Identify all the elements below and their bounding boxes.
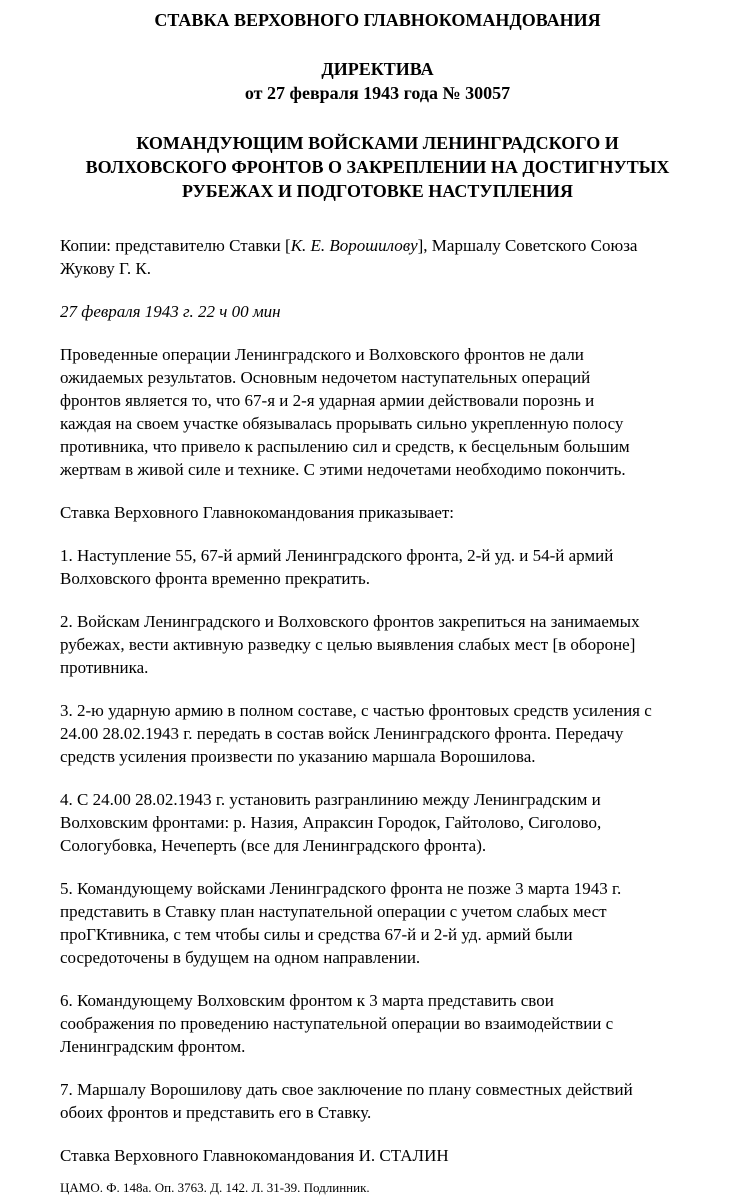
- archive-source-note: ЦАМО. Ф. 148а. Оп. 3763. Д. 142. Л. 31-39. Подлинник.: [60, 1180, 370, 1195]
- intro-paragraph: Проведенные операции Ленинградского и Волховского фронтов не дали ожидаемых результатов. Основным недочетом наступательных операций фронтов является то, что 67-я и 2-я ударная армии действовали порознь и каждая на своем участке обязывалась прорывать сильно укрепленную полосу противника, что привело к распылению сил и средств, к бесцельным большим жертвам в живой силе и технике. С этими недочетами необходимо покончить.: [60, 345, 630, 479]
- document-header: [40, 8, 715, 203]
- signature-line: Ставка Верховного Главнокомандования И. СТАЛИН: [60, 1146, 449, 1165]
- directive-title: ДИРЕКТИВА: [321, 59, 434, 79]
- date-line: 27 февраля 1943 г. 22 ч 00 мин: [60, 302, 281, 321]
- directive-heading: КОМАНДУЮЩИМ ВОЙСКАМИ ЛЕНИНГРАДСКОГО И ВОЛХОВСКОГО ФРОНТОВ О ЗАКРЕПЛЕНИИ НА ДОСТИГНУТЫХ РУБЕЖАХ И ПОДГОТОВКЕ НАСТУПЛЕНИЯ: [85, 133, 670, 201]
- issuing-authority: СТАВКА ВЕРХОВНОГО ГЛАВНОКОМАНДОВАНИЯ: [154, 10, 601, 30]
- order-item-7: 7. Маршалу Ворошилову дать свое заключение по плану совместных действий обоих фронтов и представить его в Ставку.: [60, 1080, 633, 1122]
- order-item-6: 6. Командующему Волховским фронтом к 3 марта представить свои соображения по проведению наступательной операции во взаимодействии с Ленинградским фронтом.: [60, 991, 614, 1056]
- document-body: [60, 234, 717, 1167]
- copies-suffix: ], Маршалу Советского Союза Жукову Г. К.: [60, 236, 638, 278]
- order-item-1: 1. Наступление 55, 67-й армий Ленинградского фронта, 2-й уд. и 54-й армий Волховского фронта временно прекратить.: [60, 546, 614, 588]
- order-item-3: 3. 2-ю ударную армию в полном составе, с частью фронтовых средств усиления с 24.00 28.02.1943 г. передать в состав войск Ленинградского фронта. Передачу средств усиления произвести по указанию маршала Ворошилова.: [60, 701, 652, 766]
- order-item-5: 5. Командующему войсками Ленинградского фронта не позже 3 марта 1943 г. представить в Ставку план наступательной операции с учетом слабых мест проГКтивника, с тем чтобы силы и средства 67-й и 2-й уд. армий были сосредоточены в будущем на одном направлении.: [60, 879, 622, 967]
- order-item-2: 2. Войскам Ленинградского и Волховского фронтов закрепиться на занимаемых рубежах, вести активную разведку с целью выявления слабых мест [в обороне] противника.: [60, 612, 640, 677]
- copies-prefix: Копии: представителю Ставки [: [60, 236, 291, 255]
- copies-recipient: К. Е. Ворошилову: [290, 236, 418, 255]
- copies-note: [60, 234, 717, 280]
- orders-intro: Ставка Верховного Главнокомандования приказывает:: [60, 503, 455, 522]
- order-item-4: 4. С 24.00 28.02.1943 г. установить разгранлинию между Ленинградским и Волховским фронтами: р. Назия, Апраксин Городок, Гайтолово, Сиголово, Сологубовка, Нечеперть (все для Ленинградского фронта).: [60, 790, 602, 855]
- directive-date: от 27 февраля 1943 года № 30057: [244, 83, 511, 103]
